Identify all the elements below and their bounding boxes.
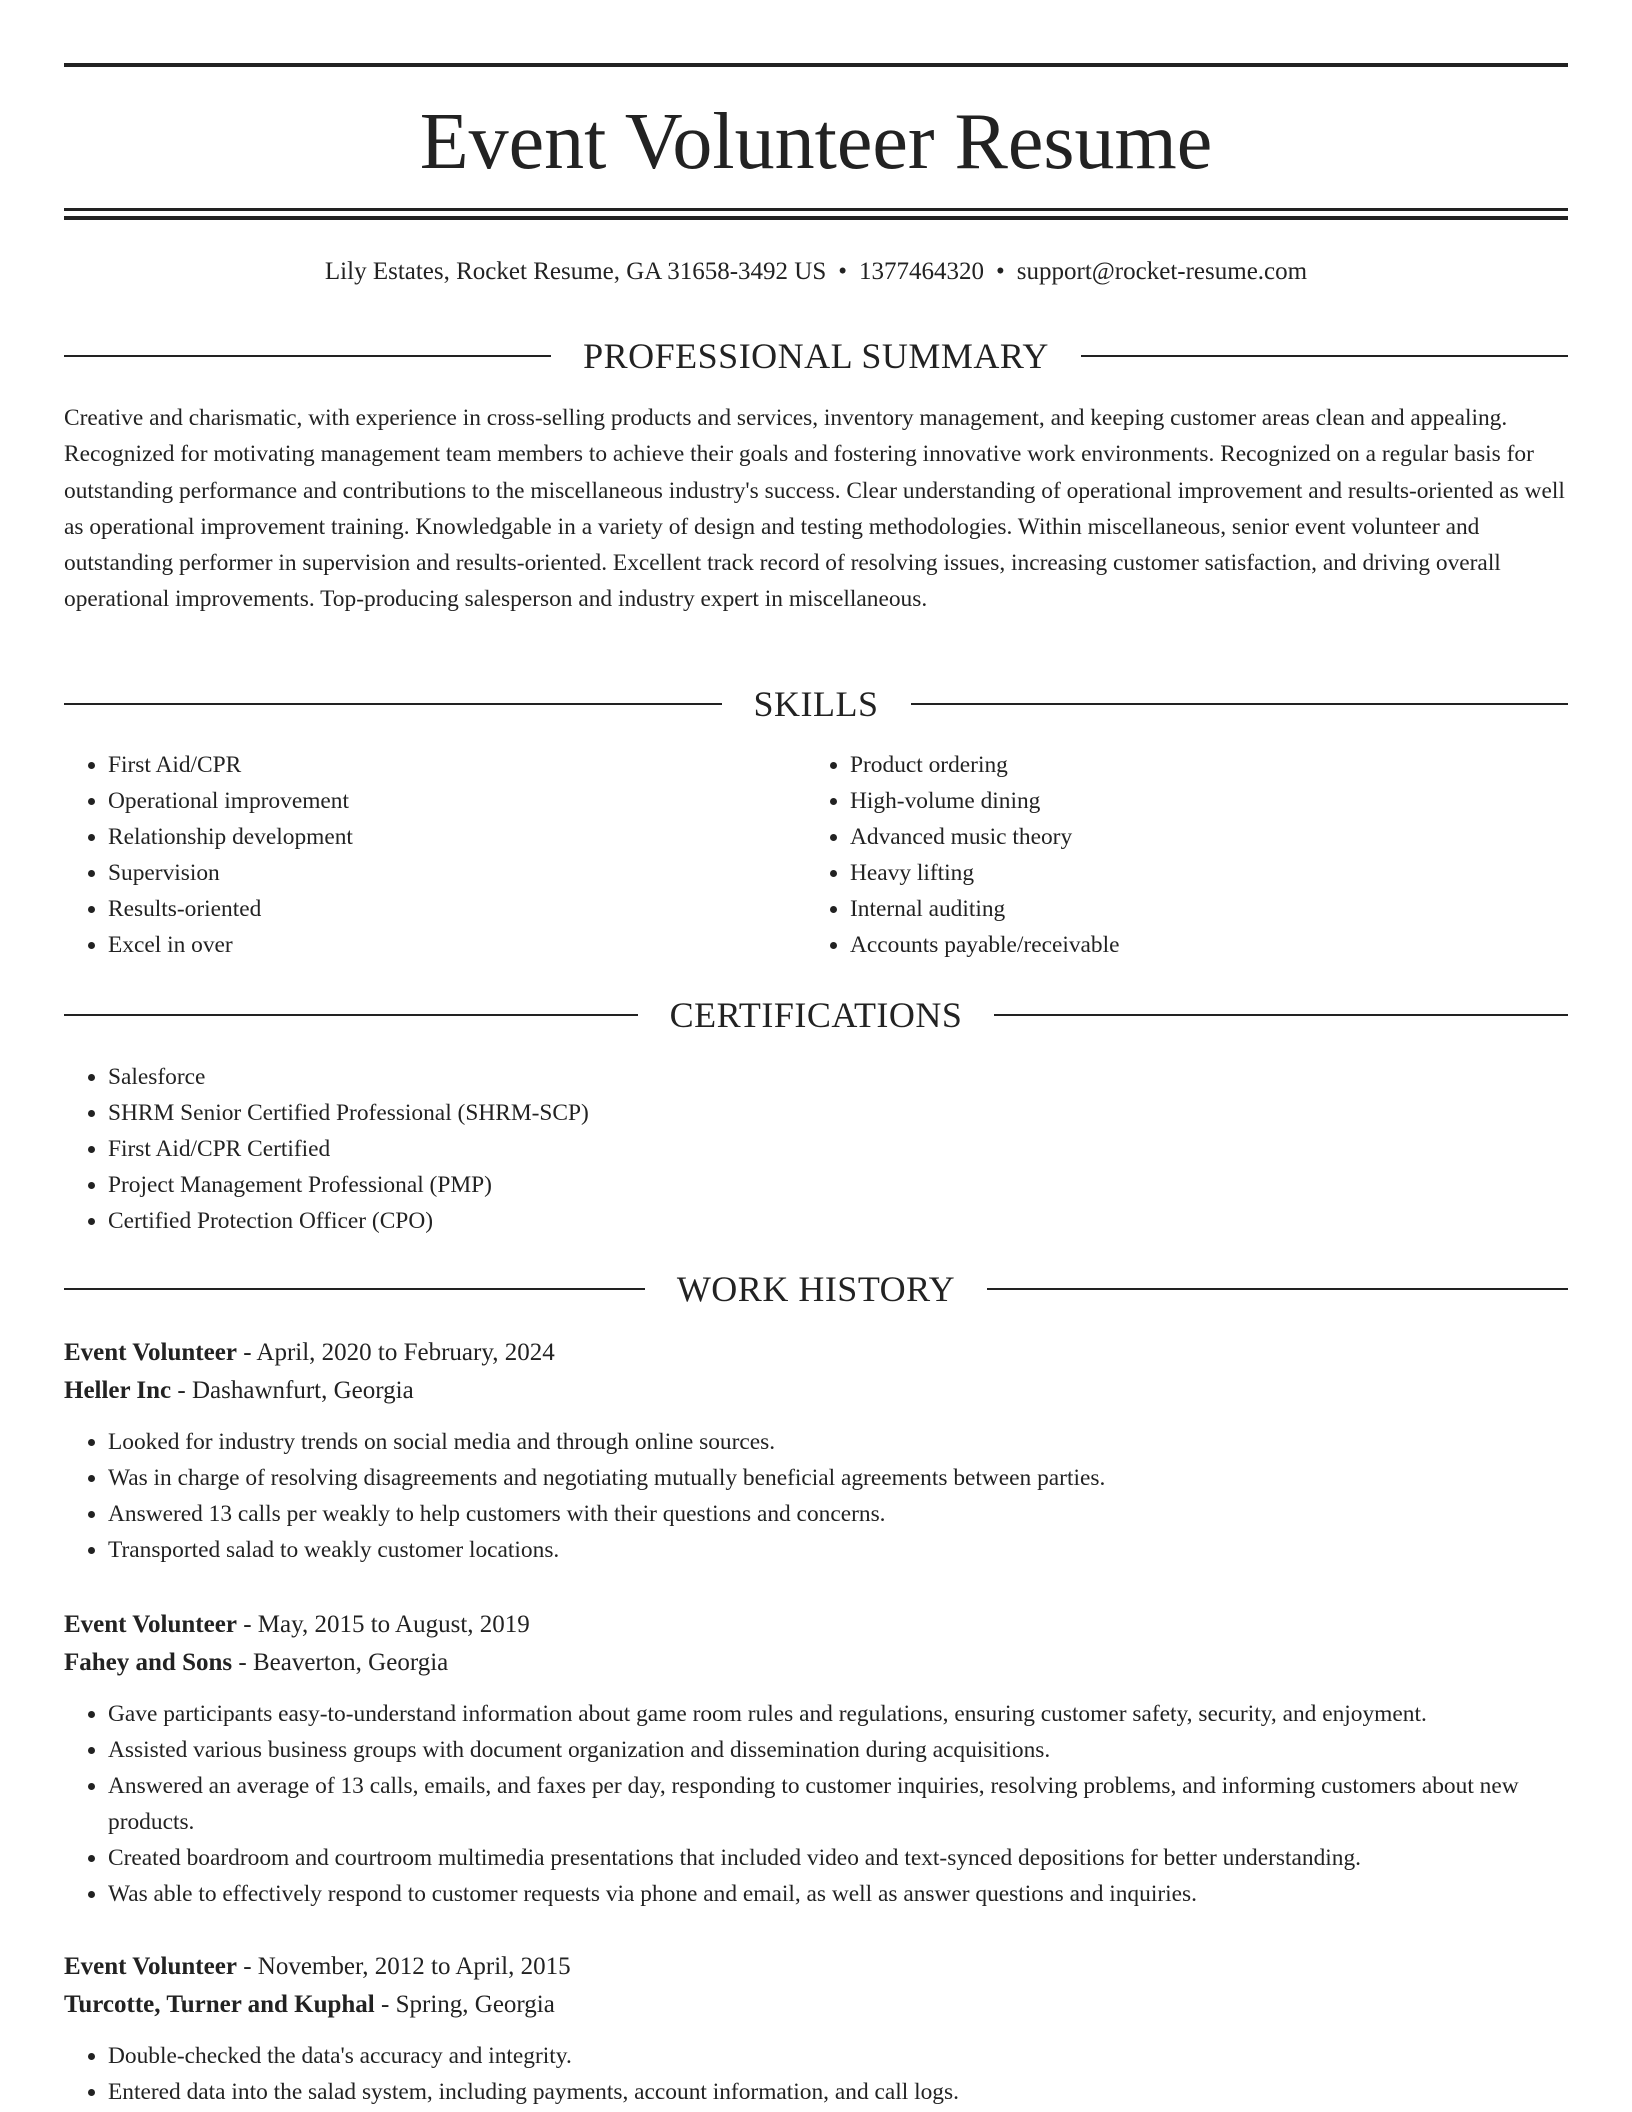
- certification-item: • Project Management Professional (PMP): [108, 1167, 1568, 1203]
- job-bullet: • Answered 13 calls per weakly to help customers with their questions and concerns.: [108, 1496, 1568, 1532]
- job-title-line: [64, 1334, 1568, 1372]
- contact-separator: •: [838, 258, 848, 285]
- contact-separator: •: [996, 258, 1005, 285]
- skill-item: • Supervision: [108, 855, 804, 891]
- job-bullet: • Entered data into the salad system, including payments, account information, and call logs.: [108, 2074, 1568, 2110]
- certification-item: • SHRM Senior Certified Professional (SHRM-SCP): [108, 1095, 1568, 1131]
- job-bullet: • Gave participants easy-to-understand information about game room rules and regulations, ensuring customer safety, security, and enjoyment.: [108, 1696, 1568, 1732]
- work-history-section-heading: [64, 1264, 1568, 1314]
- skill-item: • Excel in over: [108, 927, 804, 963]
- skill-item: • Operational improvement: [108, 783, 804, 819]
- skill-item: • Product ordering: [850, 747, 1568, 783]
- job-location: - Beaverton, Georgia: [238, 1649, 449, 1676]
- job-location: - Dashawnfurt, Georgia: [177, 1377, 414, 1404]
- skill-item: • Accounts payable/receivable: [850, 927, 1568, 963]
- job-company: Fahey and Sons: [64, 1649, 233, 1676]
- heading-rule-right: [994, 1014, 1568, 1016]
- job-entry: [64, 1948, 1568, 2110]
- summary-text: Creative and charismatic, with experience in cross-selling products and services, inventory management, and keeping customer areas clean and appealing. Recognized for motivating management team members to achieve their goals and fostering innovative work environments. Recognized on a regular basis for outstanding performance and contributions to the miscellaneous industry's success. Clear understanding of operational improvement and results-oriented as well as operational improvement training. Knowledgable in a variety of design and testing methodologies. Within miscellaneous, senior event volunteer and outstanding performer in supervision and results-oriented. Excellent track record of resolving issues, increasing customer satisfaction, and driving overall operational improvements. Top-producing salesperson and industry expert in miscellaneous.: [64, 405, 1565, 613]
- certifications-section-heading: [64, 990, 1568, 1040]
- job-entry: [64, 1334, 1568, 1568]
- contact-phone: 1377464320: [859, 258, 985, 285]
- skills-column-right: [806, 747, 1568, 963]
- job-bullet: • Looked for industry trends on social media and through online sources.: [108, 1424, 1568, 1460]
- skill-item: • First Aid/CPR: [108, 747, 804, 783]
- title-rule-lower: [64, 216, 1568, 220]
- skill-item: • Results-oriented: [108, 891, 804, 927]
- job-dates: - April, 2020 to February, 2024: [243, 1339, 555, 1366]
- heading-rule-left: [64, 703, 722, 705]
- heading-rule-left: [64, 1288, 645, 1290]
- job-bullet: • Answered an average of 13 calls, emails, and faxes per day, responding to customer inquiries, resolving problems, and informing customers about new products.: [108, 1768, 1568, 1840]
- skill-item: • Advanced music theory: [850, 819, 1568, 855]
- certifications-list: [64, 1059, 1568, 1239]
- job-bullet: • Was able to effectively respond to customer requests via phone and email, as well as answer questions and inquiries.: [108, 1876, 1568, 1912]
- skills-list-left: [64, 747, 804, 963]
- job-title: Event Volunteer: [64, 1953, 237, 1980]
- page-title: Event Volunteer Resume: [419, 98, 1213, 186]
- job-company: Turcotte, Turner and Kuphal: [64, 1991, 375, 2018]
- job-title-line: [64, 1606, 1568, 1644]
- summary-heading: PROFESSIONAL SUMMARY: [583, 336, 1049, 376]
- work-history-heading: WORK HISTORY: [676, 1269, 956, 1309]
- job-company: Heller Inc: [64, 1377, 172, 1404]
- skill-item: • Internal auditing: [850, 891, 1568, 927]
- job-title: Event Volunteer: [64, 1339, 237, 1366]
- job-bullet: • Created boardroom and courtroom multimedia presentations that included video and text-synced depositions for better understanding.: [108, 1840, 1568, 1876]
- contact-email: support@rocket-resume.com: [1016, 258, 1308, 285]
- job-dates: - November, 2012 to April, 2015: [243, 1953, 571, 1980]
- heading-rule-right: [1081, 355, 1568, 357]
- job-company-line: [64, 1986, 1568, 2024]
- certification-item: • Certified Protection Officer (CPO): [108, 1203, 1568, 1239]
- job-bullet: • Was in charge of resolving disagreements and negotiating mutually beneficial agreements between parties.: [108, 1460, 1568, 1496]
- job-company-line: [64, 1372, 1568, 1410]
- skills-column-left: [64, 747, 804, 963]
- contact-line: [64, 254, 1568, 290]
- job-title: Event Volunteer: [64, 1611, 237, 1638]
- skill-item: • Relationship development: [108, 819, 804, 855]
- certification-item: • First Aid/CPR Certified: [108, 1131, 1568, 1167]
- title-rule-upper: [64, 208, 1568, 211]
- skills-heading: SKILLS: [753, 684, 879, 724]
- heading-rule-right: [911, 703, 1569, 705]
- job-bullets: [64, 1424, 1568, 1568]
- skills-section-heading: [64, 679, 1568, 729]
- skills-list-right: [806, 747, 1568, 963]
- job-bullets: [64, 1696, 1568, 1912]
- job-bullets: [64, 2038, 1568, 2110]
- heading-rule-left: [64, 1014, 638, 1016]
- job-entry: [64, 1606, 1568, 1912]
- certifications-heading: CERTIFICATIONS: [669, 995, 963, 1035]
- summary-section-heading: [64, 331, 1568, 381]
- job-location: - Spring, Georgia: [381, 1991, 555, 2018]
- job-bullet: • Assisted various business groups with document organization and dissemination during acquisitions.: [108, 1732, 1568, 1768]
- job-dates: - May, 2015 to August, 2019: [243, 1611, 530, 1638]
- certifications-block: [64, 1059, 1568, 1239]
- skill-item: • Heavy lifting: [850, 855, 1568, 891]
- job-title-line: [64, 1948, 1568, 1986]
- top-rule: [64, 63, 1568, 67]
- job-bullet: • Transported salad to weakly customer locations.: [108, 1532, 1568, 1568]
- heading-rule-left: [64, 355, 551, 357]
- job-company-line: [64, 1644, 1568, 1682]
- certification-item: • Salesforce: [108, 1059, 1568, 1095]
- job-bullet: • Double-checked the data's accuracy and integrity.: [108, 2038, 1568, 2074]
- contact-address: Lily Estates, Rocket Resume, GA 31658-3492 US: [324, 258, 827, 285]
- heading-rule-right: [987, 1288, 1568, 1290]
- skill-item: • High-volume dining: [850, 783, 1568, 819]
